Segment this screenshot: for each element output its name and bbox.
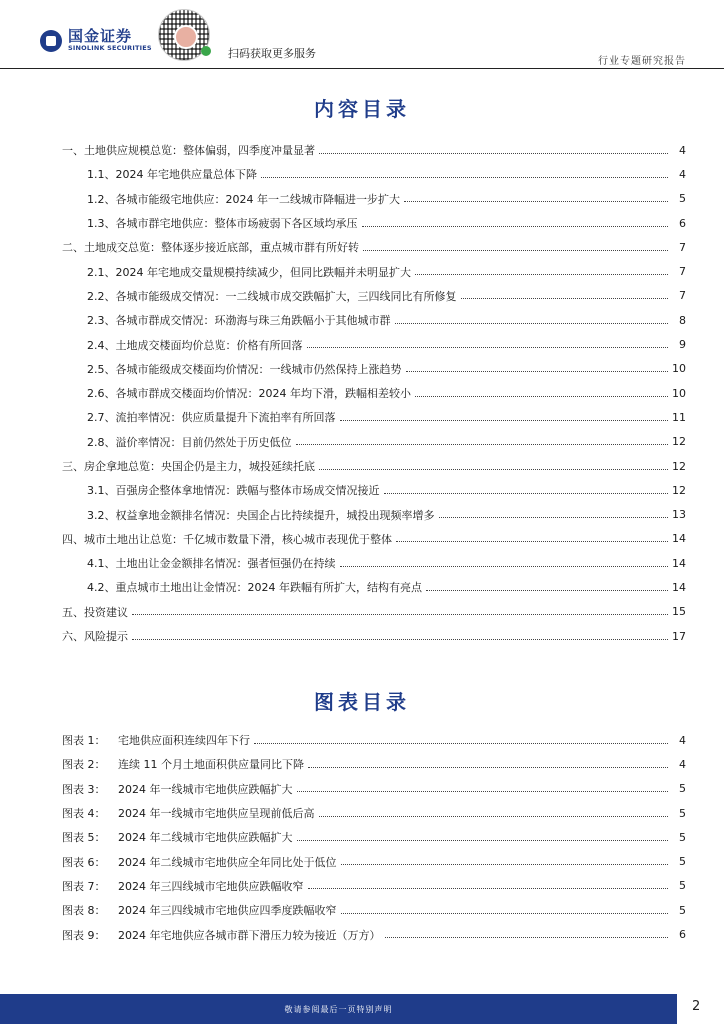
toc-leader-dots [396, 541, 668, 542]
figure-entry-page: 5 [679, 830, 686, 844]
header-divider [0, 68, 724, 69]
figure-entry-page: 5 [679, 855, 686, 869]
figure-entry-label: 图表 9： [62, 928, 106, 942]
toc-entry-title: 2.3、各城市群成交情况：环渤海与珠三角跌幅小于其他城市群 [87, 314, 391, 328]
toc-entry[interactable] [62, 551, 686, 575]
figure-entry-title: 2024 年二线城市宅地供应全年同比处于低位 [118, 855, 337, 869]
figure-entry[interactable] [62, 849, 686, 873]
figure-entry-page: 5 [679, 879, 686, 893]
figure-entry-page: 5 [679, 903, 686, 917]
toc-entry-title: 一、土地供应规模总览：整体偏弱，四季度冲量显著 [62, 144, 315, 158]
toc-leader-dots [261, 177, 668, 178]
toc-leader-dots [296, 444, 669, 445]
figure-entry-title: 2024 年三四线城市宅地供应跌幅收窄 [118, 879, 304, 893]
toc-entry[interactable] [62, 478, 686, 502]
toc-entry-title: 1.2、各城市能级宅地供应：2024 年一二线城市降幅进一步扩大 [87, 192, 400, 206]
toc-leader-dots [307, 347, 669, 348]
toc-entry[interactable] [62, 332, 686, 356]
toc-entry-page: 5 [679, 192, 686, 206]
figure-leader-dots [297, 840, 669, 841]
toc-entry[interactable] [62, 162, 686, 186]
toc-entry[interactable] [62, 430, 686, 454]
toc-leader-dots [426, 590, 668, 591]
toc-entry[interactable] [62, 624, 686, 648]
toc-entry[interactable] [62, 454, 686, 478]
figure-entry-label: 图表 5： [62, 831, 106, 845]
figure-leader-dots [308, 888, 669, 889]
toc-entry-page: 12 [672, 483, 686, 497]
toc-entry-title: 五、投资建议 [62, 605, 128, 619]
figure-entry-title: 连续 11 个月土地面积供应量同比下降 [118, 758, 304, 772]
company-logo [40, 28, 152, 53]
figure-leader-dots [308, 767, 668, 768]
toc-entry-title: 2.7、流拍率情况：供应质量提升下流拍率有所回落 [87, 411, 336, 425]
toc-entry[interactable] [62, 211, 686, 235]
figure-entry-page: 6 [679, 928, 686, 942]
toc-leader-dots [132, 639, 668, 640]
logo-english-name: SINOLINK SECURITIES [68, 44, 152, 52]
toc-leader-dots [340, 420, 669, 421]
figure-entry-title: 2024 年二线城市宅地供应跌幅扩大 [118, 831, 293, 845]
toc-entry-page: 4 [679, 167, 686, 181]
figure-list-heading: 图表目录 [314, 690, 410, 714]
figure-entry-page: 4 [679, 733, 686, 747]
logo-chinese-name: 国金证券 [68, 27, 133, 45]
figure-entry-title: 2024 年宅地供应各城市群下滑压力较为接近（万方） [118, 928, 381, 942]
toc-entry-title: 3.1、百强房企整体拿地情况：跌幅与整体市场成交情况接近 [87, 484, 380, 498]
toc-leader-dots [404, 201, 668, 202]
figure-entry-title: 2024 年一线城市宅地供应呈现前低后高 [118, 807, 315, 821]
toc-entry-page: 12 [672, 435, 686, 449]
toc-leader-dots [406, 371, 669, 372]
toc-entry-page: 9 [679, 338, 686, 352]
figure-leader-dots [341, 864, 669, 865]
toc-entry-page: 10 [672, 386, 686, 400]
toc-entry-title: 1.1、2024 年宅地供应量总体下降 [87, 168, 257, 182]
toc-entry-page: 17 [672, 629, 686, 643]
toc-entry[interactable] [62, 600, 686, 624]
figure-entry-label: 图表 3： [62, 782, 106, 796]
toc-entry[interactable] [62, 284, 686, 308]
toc-entry-page: 13 [672, 508, 686, 522]
toc-leader-dots [415, 396, 668, 397]
figure-entry-page: 4 [679, 757, 686, 771]
figure-entry-label: 图表 6： [62, 855, 106, 869]
figure-list [62, 728, 686, 947]
toc-entry-title: 4.2、重点城市土地出让金情况：2024 年跌幅有所扩大，结构有亮点 [87, 581, 422, 595]
toc-entry[interactable] [62, 235, 686, 259]
toc-entry[interactable] [62, 187, 686, 211]
figure-entry-label: 图表 8： [62, 904, 106, 918]
toc-leader-dots [439, 517, 669, 518]
toc-entry-page: 7 [679, 289, 686, 303]
figure-leader-dots [385, 937, 669, 938]
figure-leader-dots [341, 913, 669, 914]
figure-entry-title: 2024 年一线城市宅地供应跌幅扩大 [118, 782, 293, 796]
toc-entry-title: 2.8、溢价率情况：目前仍然处于历史低位 [87, 435, 292, 449]
figure-entry[interactable] [62, 898, 686, 922]
toc-entry-page: 14 [672, 532, 686, 546]
toc-heading: 内容目录 [314, 97, 410, 121]
toc-entry-page: 6 [679, 216, 686, 230]
toc-leader-dots [362, 226, 669, 227]
toc-entry[interactable] [62, 357, 686, 381]
toc-entry-title: 2.1、2024 年宅地成交量规模持续减少，但同比跌幅并未明显扩大 [87, 265, 411, 279]
toc-entry-title: 六、风险提示 [62, 630, 128, 644]
toc-entry[interactable] [62, 259, 686, 283]
toc-entry[interactable] [62, 138, 686, 162]
toc-entry-page: 7 [679, 240, 686, 254]
figure-entry-label: 图表 2： [62, 758, 106, 772]
toc-entry-page: 15 [672, 605, 686, 619]
figure-entry-page: 5 [679, 782, 686, 796]
toc-entry-title: 3.2、权益拿地金额排名情况：央国企占比持续提升，城投出现频率增多 [87, 508, 435, 522]
toc-leader-dots [395, 323, 669, 324]
figure-entry[interactable] [62, 801, 686, 825]
toc-leader-dots [461, 298, 669, 299]
document-type-label: 行业专题研究报告 [598, 56, 686, 67]
figure-entry-title: 2024 年三四线城市宅地供应四季度跌幅收窄 [118, 904, 337, 918]
toc-entry[interactable] [62, 575, 686, 599]
toc-entry-title: 4.1、土地出让金金额排名情况：强者恒强仍在持续 [87, 557, 336, 571]
figure-entry[interactable] [62, 825, 686, 849]
figure-entry-title: 宅地供应面积连续四年下行 [118, 734, 250, 748]
figure-entry-label: 图表 4： [62, 807, 106, 821]
toc-entry-page: 8 [679, 313, 686, 327]
company-logo-icon [40, 30, 62, 52]
toc-entry-page: 7 [679, 265, 686, 279]
footer-disclaimer: 敬请参阅最后一页特别声明 [284, 1005, 393, 1014]
figure-entry[interactable] [62, 874, 686, 898]
toc-leader-dots [363, 250, 668, 251]
toc-list [62, 138, 686, 648]
toc-entry-title: 2.2、各城市能级成交情况：一二线城市成交跌幅扩大，三四线同比有所修复 [87, 289, 457, 303]
toc-entry[interactable] [62, 527, 686, 551]
figure-entry-label: 图表 1： [62, 734, 106, 748]
toc-leader-dots [340, 566, 669, 567]
toc-entry-page: 10 [672, 362, 686, 376]
qr-center-logo-icon [174, 25, 198, 49]
toc-entry-title: 四、城市土地出让总览：千亿城市数量下滑，核心城市表现优于整体 [62, 532, 392, 546]
toc-leader-dots [319, 469, 668, 470]
figure-entry[interactable] [62, 728, 686, 752]
figure-leader-dots [297, 791, 669, 792]
toc-entry-page: 14 [672, 580, 686, 594]
toc-entry-title: 1.3、各城市群宅地供应：整体市场疲弱下各区域均承压 [87, 217, 358, 231]
qr-caption: 扫码获取更多服务 [228, 47, 316, 60]
toc-entry-title: 三、房企拿地总览：央国企仍是主力，城投延续托底 [62, 460, 315, 473]
toc-leader-dots [415, 274, 668, 275]
figure-leader-dots [319, 816, 669, 817]
toc-entry-page: 4 [679, 143, 686, 157]
figure-entry[interactable] [62, 777, 686, 801]
toc-entry[interactable] [62, 381, 686, 405]
toc-entry-page: 14 [672, 556, 686, 570]
toc-entry-title: 2.5、各城市能级成交楼面均价情况：一线城市仍然保持上涨趋势 [87, 362, 402, 376]
toc-entry[interactable] [62, 502, 686, 526]
toc-leader-dots [132, 614, 668, 615]
toc-entry-title: 2.4、土地成交楼面均价总览：价格有所回落 [87, 338, 303, 352]
toc-entry-page: 12 [672, 459, 686, 473]
page-number: 2 [692, 999, 701, 1014]
toc-leader-dots [319, 153, 668, 154]
toc-entry[interactable] [62, 405, 686, 429]
figure-leader-dots [254, 743, 668, 744]
toc-entry[interactable] [62, 308, 686, 332]
figure-entry[interactable] [62, 922, 686, 946]
page-header [0, 0, 724, 70]
toc-entry-title: 二、土地成交总览：整体逐步接近底部，重点城市群有所好转 [62, 241, 359, 255]
toc-leader-dots [384, 493, 669, 494]
figure-entry[interactable] [62, 752, 686, 776]
toc-entry-title: 2.6、各城市群成交楼面均价情况：2024 年均下滑，跌幅相差较小 [87, 387, 411, 401]
figure-entry-label: 图表 7： [62, 879, 106, 893]
figure-entry-page: 5 [679, 806, 686, 820]
wechat-badge-icon [201, 46, 211, 56]
toc-entry-page: 11 [672, 410, 686, 424]
